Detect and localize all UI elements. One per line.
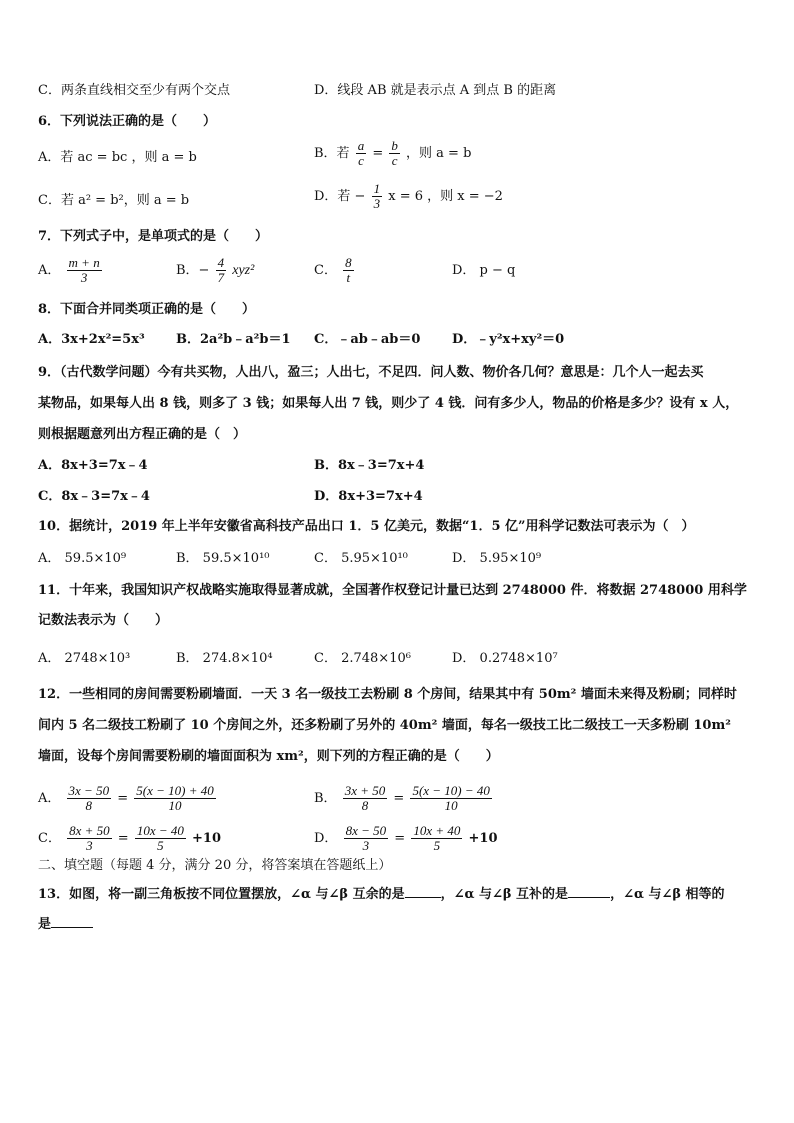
equals-sign: = [117, 791, 129, 806]
q6-stem: 6．下列说法正确的是（ ） [38, 114, 217, 129]
q9-line-2: 某物品，如果每人出 8 钱，则多了 3 钱；如果每人出 7 钱，则少了 4 钱．问有多少人，物品的价格是多少？设有 x 人， [38, 396, 739, 411]
q12-option-d-prefix: D． [314, 831, 338, 846]
frac-numerator: 8x + 50 [69, 823, 110, 838]
frac-denominator: 3 [373, 196, 381, 211]
frac-denominator: 10 [444, 798, 458, 813]
q10-option-d: D． 5.95×10⁹ [452, 551, 542, 566]
frac-numerator: 5(x − 10) − 40 [412, 783, 490, 798]
q9-option-b: B．8x﹣3=7x+4 [314, 458, 425, 473]
q12-line-3: 墙面，设每个房间需要粉刷的墙面面积为 xm²，则下列的方程正确的是（ ） [38, 749, 499, 764]
q12-option-c-suffix: +10 [192, 831, 221, 846]
q8-option-a: A．3x+2x²=5x³ [38, 332, 145, 347]
frac-numerator: 1 [373, 181, 381, 196]
q6-option-b-frac2 [389, 139, 400, 168]
q11-option-a: A． 2748×10³ [38, 651, 131, 666]
q12-option-b-prefix: B． [314, 791, 337, 806]
q9-line-3: 则根据题意列出方程正确的是（ ） [38, 427, 247, 442]
q7-option-b [176, 256, 254, 285]
q12-line-1: 12．一些相同的房间需要粉刷墙面．一天 3 名一级技工去粉刷 8 个房间，结果其中有 50m² 墙面未来得及粉刷；同样时 [38, 687, 737, 702]
q12-option-c-prefix: C． [38, 831, 61, 846]
frac-numerator: 8x − 50 [345, 823, 387, 838]
frac-numerator: a [357, 138, 365, 153]
q12-option-b-lhs [343, 784, 388, 813]
q11-line-2: 记数法表示为（ ） [38, 613, 169, 628]
q11-option-c: C． 2.748×10⁶ [314, 651, 411, 666]
frac-denominator: 3 [362, 838, 370, 853]
q8-option-b: B．2a²b﹣a²b＝1 [176, 332, 291, 347]
frac-denominator: 7 [217, 270, 225, 285]
q12-option-a-prefix: A． [38, 791, 61, 806]
equals-sign: = [394, 831, 406, 846]
q6-option-d-prefix: D．若 − [314, 189, 366, 204]
equals-sign: = [393, 791, 405, 806]
q6-option-d-suffix: x = 6 ，则 x = −2 [388, 189, 503, 204]
q12-option-d-lhs [344, 824, 389, 853]
q7-option-a-prefix: A． [38, 263, 61, 278]
frac-denominator: 5 [157, 838, 164, 853]
q12-option-c [38, 824, 221, 853]
q12-option-d-rhs [411, 824, 462, 853]
frac-denominator: 5 [433, 838, 441, 853]
q7-option-c-frac [343, 256, 354, 285]
q7-option-a [38, 256, 104, 285]
q10-option-c: C． 5.95×10¹⁰ [314, 551, 408, 566]
frac-denominator: t [346, 270, 351, 285]
q11-line-1: 11．十年来，我国知识产权战略实施取得显著成就，全国著作权登记计量已达到 2748000 件．将数据 2748000 用科学 [38, 583, 747, 598]
q7-option-b-prefix: B．− [176, 263, 210, 278]
q12-option-d [314, 824, 497, 853]
q12-option-b [314, 784, 494, 813]
frac-denominator: c [391, 153, 398, 168]
frac-numerator: 3x − 50 [68, 783, 110, 798]
q9-option-c: C．8x﹣3=7x﹣4 [38, 489, 150, 504]
q5-option-c: C．两条直线相交至少有两个交点 [38, 83, 230, 98]
q6-option-b-suffix: ，则 a = b [406, 146, 472, 161]
q8-stem: 8．下面合并同类项正确的是（ ） [38, 302, 256, 317]
q9-option-d: D．8x+3=7x+4 [314, 489, 423, 504]
frac-numerator: 4 [217, 255, 225, 270]
q7-stem: 7．下列式子中，是单项式的是（ ） [38, 229, 269, 244]
frac-denominator: 10 [168, 798, 182, 813]
q6-option-b-prefix: B．若 [314, 146, 350, 161]
q10-stem: 10．据统计，2019 年上半年安徽省高科技产品出口 1．5 亿美元，数据“1．5 亿”用科学记数法可表示为（ ） [38, 519, 695, 534]
q10-option-b: B． 59.5×10¹⁰ [176, 551, 270, 566]
frac-denominator: 8 [361, 798, 369, 813]
q13-text-part-1: 13．如图，将一副三角板按不同位置摆放，∠α 与∠β 互余的是 [38, 887, 405, 902]
q6-option-b [314, 139, 471, 168]
q13-blank-2[interactable] [568, 885, 610, 898]
q6-option-b-frac1 [356, 139, 367, 168]
q11-option-d: D． 0.2748×10⁷ [452, 651, 558, 666]
q12-option-c-lhs [67, 824, 112, 853]
q7-option-a-frac [67, 256, 102, 285]
q13-text-part-4: 是 [38, 917, 52, 932]
q13-text-part-3: ，∠α 与∠β 相等的 [610, 887, 725, 902]
section-heading-fill-in: 二、填空题（每题 4 分，满分 20 分，将答案填在答题纸上） [38, 858, 392, 873]
q12-option-b-rhs [410, 784, 491, 813]
q8-option-d: D．﹣y²x+xy²＝0 [452, 332, 565, 347]
q12-option-a [38, 784, 218, 813]
q8-option-c: C．﹣ab﹣ab＝0 [314, 332, 421, 347]
q12-option-a-lhs [67, 784, 112, 813]
frac-denominator: 3 [80, 270, 88, 285]
q6-option-a: A．若 ac = bc ，则 a = b [38, 150, 197, 165]
q10-option-a: A． 59.5×10⁹ [38, 551, 127, 566]
q9-option-a: A．8x+3=7x﹣4 [38, 458, 148, 473]
q6-option-c: C．若 a² = b²，则 a = b [38, 193, 190, 208]
q13-text-part-2: ，∠α 与∠β 互补的是 [440, 887, 569, 902]
q7-option-c [314, 256, 356, 285]
q12-option-d-suffix: +10 [468, 831, 498, 846]
frac-denominator: 8 [85, 798, 93, 813]
equals-sign: = [117, 831, 129, 846]
q13-line-1 [38, 885, 758, 904]
frac-numerator: 10x − 40 [136, 823, 184, 838]
frac-numerator: 8 [345, 255, 352, 270]
equals-sign: = [372, 146, 384, 161]
frac-numerator: 3x + 50 [344, 783, 386, 798]
q6-option-d [314, 182, 503, 211]
q12-line-2: 间内 5 名二级技工粉刷了 10 个房间之外，还多粉刷了另外的 40m² 墙面，每名一级技工比二级技工一天多粉刷 10m² [38, 718, 731, 733]
frac-numerator: 10x + 40 [413, 823, 461, 838]
q13-blank-3[interactable] [51, 915, 93, 928]
q9-line-1: 9．（古代数学问题）今有共买物，人出八，盈三；人出七，不足四．问人数、物价各几何？意思是：几个人一起去买 [38, 365, 704, 380]
q7-option-d: D． p − q [452, 263, 516, 278]
frac-numerator: b [391, 138, 398, 153]
frac-numerator: m + n [68, 255, 100, 270]
q6-option-d-frac [372, 182, 383, 211]
frac-numerator: 5(x − 10) + 40 [136, 783, 214, 798]
q12-option-a-rhs [134, 784, 215, 813]
q7-option-c-prefix: C． [314, 263, 337, 278]
q7-option-b-frac [216, 256, 227, 285]
frac-denominator: 3 [86, 838, 93, 853]
frac-denominator: c [358, 153, 364, 168]
q13-line-2 [38, 915, 758, 934]
q7-option-b-suffix: xyz² [232, 263, 255, 278]
q11-option-b: B． 274.8×10⁴ [176, 651, 273, 666]
q5-option-d: D．线段 AB 就是表示点 A 到点 B 的距离 [314, 83, 557, 98]
q12-option-c-rhs [135, 824, 186, 853]
q13-blank-1[interactable] [405, 885, 441, 898]
